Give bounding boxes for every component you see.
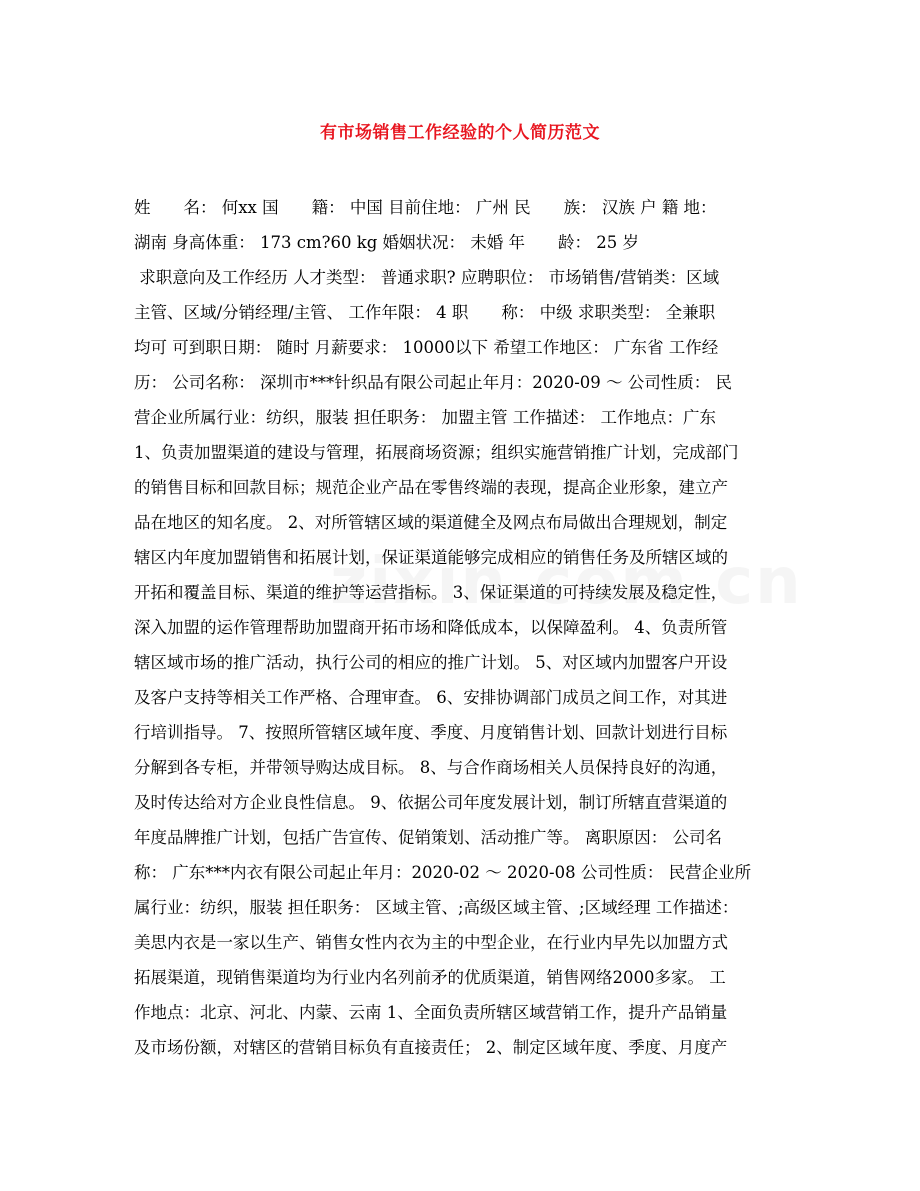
body-line: 分解到各专柜，并带领导购达成目标。 8、与合作商场相关人员保持良好的沟通， [134, 758, 728, 777]
body-line: 历： 公司名称： 深圳市***针织品有限公司起止年月：2020-09 ～ 公司性质： 民 [134, 373, 733, 392]
body-line: 主管、区域/分销经理/主管、 工作年限： 4 职 称： 中级 求职类型： 全兼职 [134, 303, 716, 322]
body-line: 1、负责加盟渠道的建设与管理，拓展商场资源；组织实施营销推广计划，完成部门 [134, 443, 739, 462]
body-line: 品在地区的知名度。 2、对所管辖区域的渠道健全及网点布局做出合理规划，制定 [134, 513, 728, 532]
body-line: 营企业所属行业：纺织，服装 担任职务： 加盟主管 工作描述： 工作地点：广东 [134, 408, 716, 427]
body-line: 均可 可到职日期： 随时 月薪要求： 10000以下 希望工作地区： 广东省 工作经 [134, 338, 719, 357]
body-line: 拓展渠道，现销售渠道均为行业内名列前矛的优质渠道，销售网络2000多家。 工 [134, 968, 726, 987]
body-line: 称： 广东***内衣有限公司起止年月：2020-02 ～ 2020-08 公司性质： 民营企业所 [134, 863, 752, 882]
body-line: 作地点：北京、河北、内蒙、云南 1、全面负责所辖区域营销工作，提升产品销量 [134, 1003, 728, 1022]
body-line: 及客户支持等相关工作严格、合理审查。 6、安排协调部门成员之间工作，对其进 [134, 688, 728, 707]
body-line: 美思内衣是一家以生产、销售女性内衣为主的中型企业，在行业内早先以加盟方式 [134, 933, 728, 952]
body-line: 行培训指导。 7、按照所管辖区域年度、季度、月度销售计划、回款计划进行目标 [134, 723, 728, 742]
body-line: 及时传达给对方企业良性信息。 9、依据公司年度发展计划，制订所辖直营渠道的 [134, 793, 728, 812]
body-line: 湖南 身高体重： 173 cm?60 kg 婚姻状况： 未婚 年 龄： 25 岁 [134, 233, 639, 252]
body-line: 年度品牌推广计划，包括广告宣传、促销策划、活动推广等。 离职原因： 公司名 [134, 828, 722, 847]
body-line: 姓 名： 何xx 国 籍： 中国 目前住地： 广州 民 族： 汉族 户 籍 地： [134, 198, 717, 217]
body-line: 开拓和覆盖目标、渠道的维护等运营指标。 3、保证渠道的可持续发展及稳定性， [134, 583, 728, 602]
body-line: 求职意向及工作经历 人才类型： 普通求职? 应聘职位： 市场销售/营销类：区域 [134, 268, 720, 287]
body-line: 及市场份额，对辖区的营销目标负有直接责任； 2、制定区域年度、季度、月度产 [134, 1038, 728, 1057]
body-line: 深入加盟的运作管理帮助加盟商开拓市场和降低成本，以保障盈利。 4、负责所管 [134, 618, 728, 637]
body-line: 属行业：纺织，服装 担任职务： 区域主管、;高级区域主管、;区域经理 工作描述： [134, 898, 739, 917]
body-line: 的销售目标和回款目标；规范企业产品在零售终端的表现，提高企业形象，建立产 [134, 478, 728, 497]
document-title: 有市场销售工作经验的个人简历范文 [320, 123, 600, 143]
body-line: 辖区内年度加盟销售和拓展计划，保证渠道能够完成相应的销售任务及所辖区域的 [134, 548, 728, 567]
document-body [134, 190, 796, 1065]
body-line: 辖区域市场的推广活动，执行公司的相应的推广计划。 5、对区域内加盟客户开设 [134, 653, 728, 672]
